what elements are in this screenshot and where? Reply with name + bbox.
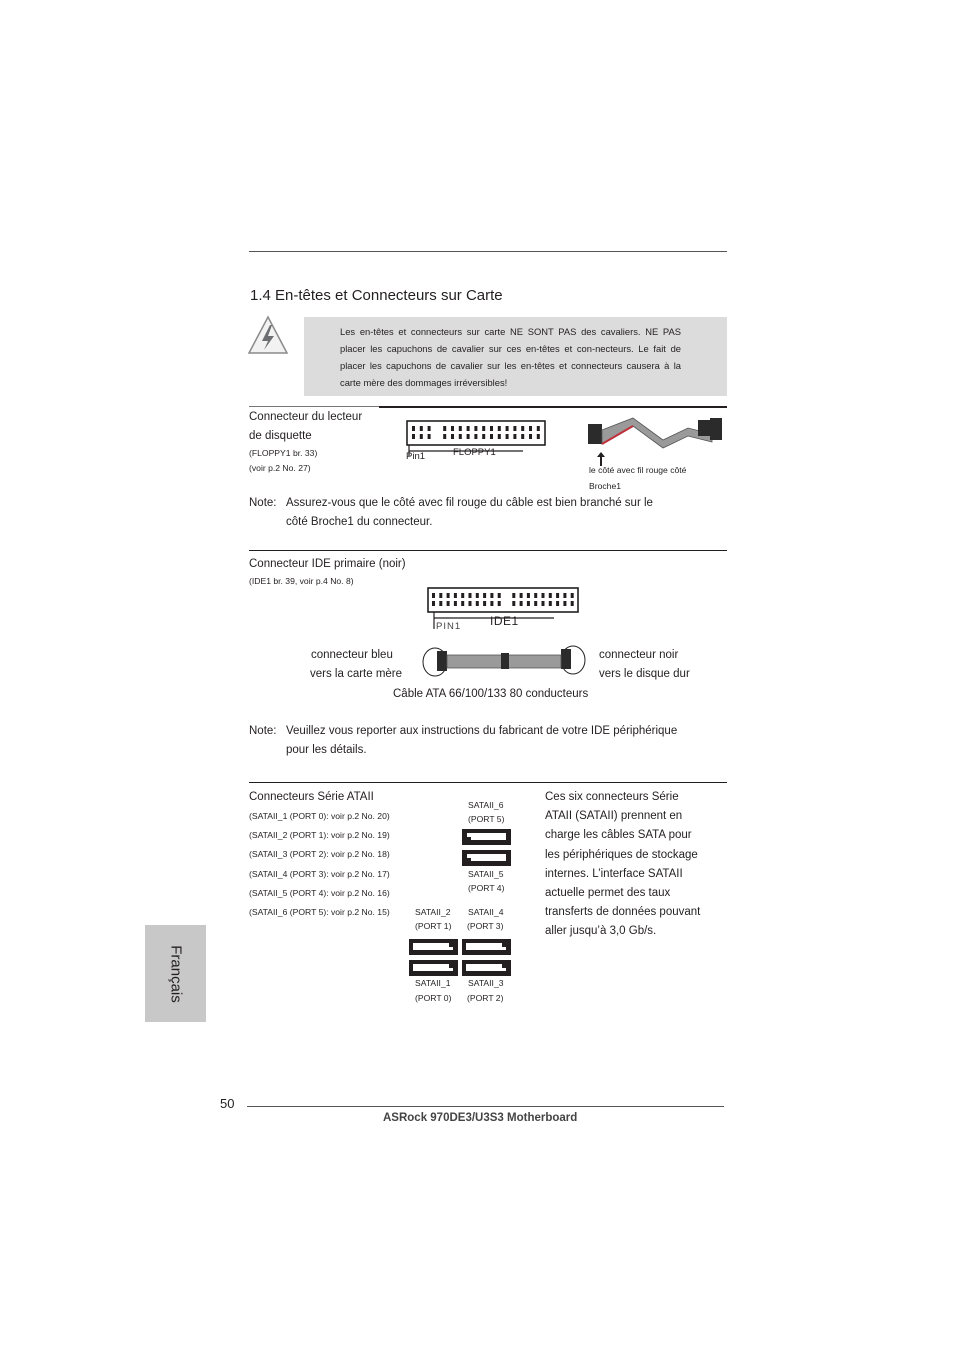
sata5-label: SATAII_5	[468, 869, 504, 879]
warning-icon	[247, 314, 289, 356]
sata-desc-4: les périphériques de stockage	[545, 849, 698, 861]
sata2-label: SATAII_2	[415, 907, 451, 917]
sata2-port: (PORT 1)	[415, 921, 452, 931]
sata6-label: SATAII_6	[468, 800, 504, 810]
footer-product: ASRock 970DE3/U3S3 Motherboard	[383, 1112, 578, 1124]
sata-title: Connecteurs Série ATAII	[249, 791, 374, 803]
ide-note-line-2: pour les détails.	[286, 744, 367, 756]
sata-ref-5: (SATAII_5 (PORT 4): voir p.2 No. 16)	[249, 888, 390, 898]
floppy-cable-caption-1: le côté avec fil rouge côté	[589, 465, 687, 475]
page-number: 50	[220, 1096, 235, 1111]
sata-desc-6: actuelle permet des taux	[545, 887, 671, 899]
floppy-title-1: Connecteur du lecteur	[249, 411, 363, 423]
sata-desc-1: Ces six connecteurs Série	[545, 791, 679, 803]
warning-text: Les en-têtes et connecteurs sur carte NE SONT PAS des cavaliers. NE PAS placer les capuchons de cavalier sur ces en-têtes et con-necteurs. Le fait de placer les capuchons de cavalier sur les en-têtes et connecteurs causera à la carte mère des dommages irréversibles!	[340, 326, 681, 388]
ide-title: Connecteur IDE primaire (noir)	[249, 558, 406, 570]
ide-note-label: Note:	[249, 725, 277, 737]
sata-connectors-upper	[461, 828, 513, 868]
floppy-connector-label: FLOPPY1	[453, 447, 496, 458]
ide-section-rule	[249, 550, 727, 551]
section-title: 1.4 En-têtes et Connecteurs sur Carte	[250, 287, 503, 304]
sata-desc-8: aller jusqu’à 3,0 Gb/s.	[545, 925, 657, 937]
sata-ref-4: (SATAII_4 (PORT 3): voir p.2 No. 17)	[249, 869, 390, 879]
sata-connectors-lower	[408, 938, 514, 978]
sata1-port: (PORT 0)	[415, 993, 452, 1003]
floppy-section-rule-left	[249, 406, 379, 407]
sata-desc-7: transferts de données pouvant	[545, 906, 701, 918]
ide-connector-label: IDE1	[490, 614, 519, 628]
language-label: Français	[167, 944, 184, 1003]
sata3-port: (PORT 2)	[467, 993, 504, 1003]
sata-desc-5: internes. L’interface SATAII	[545, 868, 683, 880]
ide-cable-caption: Câble ATA 66/100/133 80 conducteurs	[393, 688, 589, 700]
floppy-title-2: de disquette	[249, 430, 312, 442]
floppy-cable-caption-2: Broche1	[589, 481, 622, 491]
ide-right-label-2: vers le disque dur	[599, 668, 690, 680]
sata5-port: (PORT 4)	[468, 883, 505, 893]
ide-left-label-2: vers la carte mère	[310, 668, 403, 680]
ide-ref: (IDE1 br. 39, voir p.4 No. 8)	[249, 576, 354, 586]
sata1-label: SATAII_1	[415, 978, 451, 988]
floppy-pin-label: Pin1	[406, 451, 426, 462]
sata-desc-3: charge les câbles SATA pour	[545, 829, 692, 841]
floppy-ref-2: (voir p.2 No. 27)	[249, 463, 311, 473]
sata-ref-3: (SATAII_3 (PORT 2): voir p.2 No. 18)	[249, 849, 390, 859]
sata3-label: SATAII_3	[468, 978, 504, 988]
sata-ref-2: (SATAII_2 (PORT 1): voir p.2 No. 19)	[249, 830, 390, 840]
floppy-section-rule	[379, 406, 727, 408]
floppy-note-line-2: côté Broche1 du connecteur.	[286, 516, 433, 528]
ide-pin-label: PIN1	[436, 621, 462, 632]
sata-section-rule	[249, 782, 727, 783]
top-rule	[249, 251, 727, 252]
arrow-up-icon	[596, 452, 606, 466]
footer-rule	[247, 1106, 724, 1107]
ide-left-label-1: connecteur bleu	[311, 649, 393, 661]
sata-ref-6: (SATAII_6 (PORT 5): voir p.2 No. 15)	[249, 907, 390, 917]
language-side-tab	[145, 925, 206, 1022]
floppy-ref-1: (FLOPPY1 br. 33)	[249, 448, 318, 458]
ide-right-label-1: connecteur noir	[599, 649, 679, 661]
floppy-note-label: Note:	[249, 497, 277, 509]
ide-cable-image	[421, 644, 587, 680]
sata4-label: SATAII_4	[468, 907, 504, 917]
ide-note-line-1: Veuillez vous reporter aux instructions du fabricant de votre IDE périphérique	[286, 725, 678, 737]
sata-desc-2: ATAII (SATAII) prennent en	[545, 810, 683, 822]
warning-box	[304, 317, 727, 396]
sata4-port: (PORT 3)	[467, 921, 504, 931]
floppy-cable-image	[588, 414, 724, 460]
floppy-note-line-1: Assurez-vous que le côté avec fil rouge du câble est bien branché sur le	[286, 497, 653, 509]
sata6-port: (PORT 5)	[468, 814, 505, 824]
sata-ref-1: (SATAII_1 (PORT 0): voir p.2 No. 20)	[249, 811, 390, 821]
